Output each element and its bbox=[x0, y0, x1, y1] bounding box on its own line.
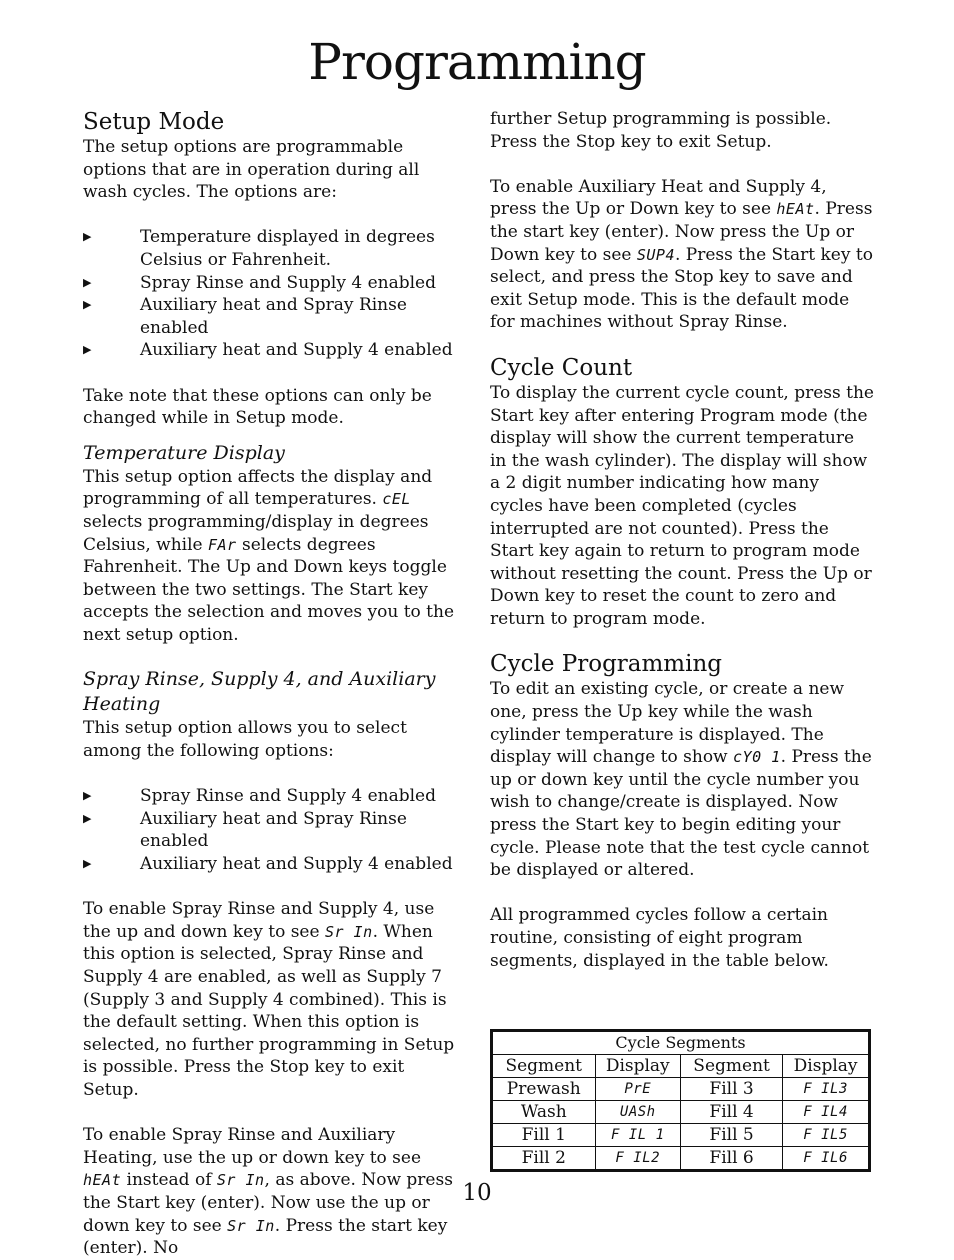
table-row bbox=[492, 1124, 870, 1147]
left-column bbox=[83, 108, 463, 1260]
list-item: ▶ Auxiliary heat and Spray Rinse enabled bbox=[83, 295, 407, 338]
setup-intro: The setup options are programmable options that are in operation during all wash cycles. The options are: bbox=[83, 137, 420, 203]
table-row bbox=[492, 1147, 870, 1171]
spray-options-list bbox=[83, 785, 463, 875]
cycle-programming-heading: Cycle Programming bbox=[490, 651, 723, 678]
table-cell: Prewash bbox=[492, 1078, 596, 1101]
temperature-display-paragraph: This setup option affects the display and programming of all temperatures. cEL selects programming/display in degrees Celsius, while FAr selects degrees Fahrenheit. The Up and Down keys toggle between the two settings. The Start key accepts the selection and moves you to the next setup option. bbox=[83, 466, 455, 645]
setup-note: Take note that these options can only be changed while in Setup mode. bbox=[83, 385, 432, 429]
list-item: ▶ Auxiliary heat and Supply 4 enabled bbox=[83, 340, 453, 361]
table-cell: F IL3 bbox=[783, 1078, 870, 1101]
table-cell: Fill 4 bbox=[680, 1101, 782, 1124]
routine-paragraph: All programmed cycles follow a certain routine, consisting of eight program segments, displayed in the table below. bbox=[490, 905, 829, 971]
continued-paragraph: further Setup programming is possible. Press the Stop key to exit Setup. bbox=[490, 109, 832, 152]
enable-spray-rinse-paragraph: To enable Spray Rinse and Supply 4, use the up and down key to see Sr In. When this option is selected, Spray Rinse and Supply 4 are enabled, as well as Supply 7 (Supply 3 and Supply 4 combined). This is the default setting. When this option is selected, no further programming in Setup is possible. Press the Stop key to exit Setup. bbox=[83, 899, 455, 1100]
enable-aux-heating-paragraph: To enable Spray Rinse and Auxiliary Heating, use the up or down key to see hEAt instead of Sr In, as above. Now press the Start key (enter). Now use the up or down key to see Sr In. Press the start key (enter). No bbox=[83, 1125, 453, 1259]
setup-options-list bbox=[83, 226, 463, 362]
right-column bbox=[490, 108, 875, 972]
bullet-arrow-icon: ▶ bbox=[83, 275, 92, 289]
table-cell: F IL 1 bbox=[595, 1124, 680, 1147]
list-item: ▶ Auxiliary heat and Spray Rinse enabled bbox=[83, 808, 407, 852]
table-cell: Fill 6 bbox=[680, 1147, 782, 1171]
spray-rinse-heading: Spray Rinse, Supply 4, and Auxiliary Heating bbox=[83, 668, 436, 716]
cycle-programming-paragraph: To edit an existing cycle, or create a new one, press the Up key while the wash cylinder temperature is displayed. The display will change to show cY0 1. Press the up or down key until the cycle number you wish to change/create is displayed. Now press the Start key to begin editing your cycle. Please note that the test cycle cannot be displayed or altered. bbox=[490, 679, 872, 881]
table-row bbox=[492, 1101, 870, 1124]
table-cell: Fill 5 bbox=[680, 1124, 782, 1147]
list-item: ▶ Auxiliary heat and Supply 4 enabled bbox=[83, 854, 453, 875]
table-cell: F IL4 bbox=[783, 1101, 870, 1124]
table-cell: Fill 3 bbox=[680, 1078, 782, 1101]
bullet-arrow-icon: ▶ bbox=[83, 230, 92, 244]
table-cell: F IL6 bbox=[783, 1147, 870, 1171]
table-row bbox=[492, 1078, 870, 1101]
bullet-arrow-icon: ▶ bbox=[83, 298, 92, 312]
cycle-count-heading: Cycle Count bbox=[490, 354, 633, 381]
cycle-segments-table bbox=[490, 1029, 871, 1172]
display-code: SUP4 bbox=[636, 245, 675, 264]
page-number: 10 bbox=[462, 1180, 492, 1206]
table-header: Display bbox=[595, 1055, 680, 1078]
table-cell: Fill 1 bbox=[492, 1124, 596, 1147]
bullet-arrow-icon: ▶ bbox=[83, 811, 92, 825]
page-title: Programming bbox=[308, 33, 646, 91]
table-header-row bbox=[492, 1055, 870, 1078]
table-cell: Wash bbox=[492, 1101, 596, 1124]
table-header: Segment bbox=[492, 1055, 596, 1078]
table-header: Display bbox=[783, 1055, 870, 1078]
aux-supply-paragraph: To enable Auxiliary Heat and Supply 4, press the Up or Down key to see hEAt. Press the start key (enter). Now press the Up or Down key to see SUP4. Press the Start key to select, and press the Stop key to save and exit Setup mode. This is the default mode for machines without Spray Rinse. bbox=[490, 176, 873, 333]
bullet-arrow-icon: ▶ bbox=[83, 789, 92, 803]
table-cell: F IL5 bbox=[783, 1124, 870, 1147]
table-caption: Cycle Segments bbox=[492, 1031, 870, 1055]
cycle-count-paragraph: To display the current cycle count, press the Start key after entering Program mode (the display will show the current temperature in the wash cylinder). The display will show a 2 digit number indicating how many cycles have been completed (cycles interrupted are not counted). Press the Start key again to return to program mode without resetting the count. Press the Up or Down key to reset the count to zero and return to program mode. bbox=[490, 382, 874, 629]
bullet-arrow-icon: ▶ bbox=[83, 857, 92, 871]
list-item: ▶ Spray Rinse and Supply 4 enabled bbox=[83, 786, 436, 807]
display-code: hEAt bbox=[776, 200, 815, 219]
table-cell: PrE bbox=[595, 1078, 680, 1101]
bullet-arrow-icon: ▶ bbox=[83, 343, 92, 357]
table-header: Segment bbox=[680, 1055, 782, 1078]
table-cell: F IL2 bbox=[595, 1147, 680, 1171]
table-cell: UASh bbox=[595, 1101, 680, 1124]
display-code: FAr bbox=[208, 535, 237, 554]
list-item: ▶ Spray Rinse and Supply 4 enabled bbox=[83, 272, 436, 293]
temperature-display-heading: Temperature Display bbox=[83, 441, 285, 464]
display-code: Sr In bbox=[227, 1216, 275, 1235]
setup-mode-heading: Setup Mode bbox=[83, 109, 225, 135]
list-item: ▶ Temperature displayed in degrees Celsius or Fahrenheit. bbox=[83, 227, 435, 270]
display-code: Sr In bbox=[216, 1171, 265, 1190]
display-code: cEL bbox=[382, 490, 411, 509]
display-code: Sr In bbox=[324, 922, 373, 941]
table-cell: Fill 2 bbox=[492, 1147, 596, 1171]
display-code: hEAt bbox=[83, 1171, 122, 1190]
spray-rinse-intro: This setup option allows you to select among the following options: bbox=[83, 718, 407, 762]
display-code: cY0 1 bbox=[733, 748, 781, 767]
